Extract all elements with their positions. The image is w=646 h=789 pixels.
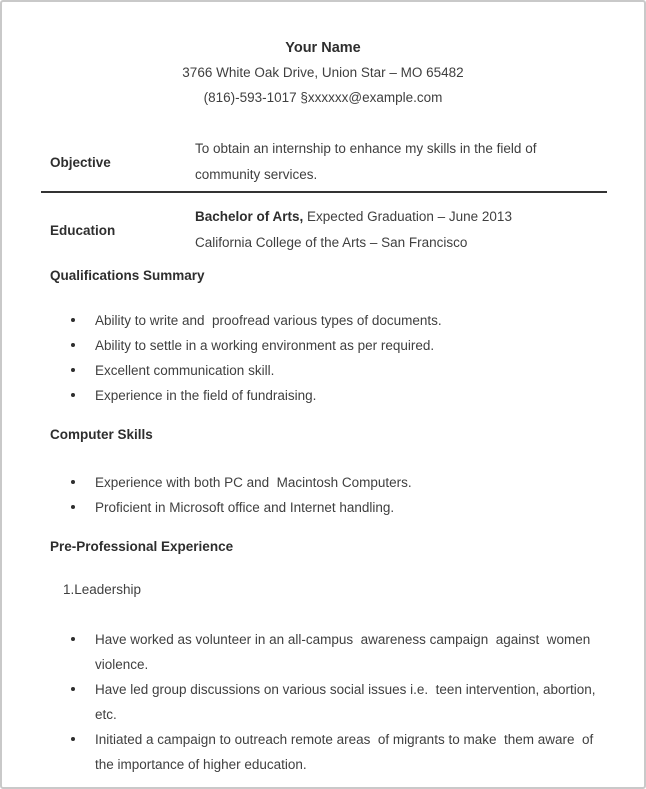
qualifications-list [50,308,644,408]
computer-skills-list [50,470,644,520]
bullet-icon [71,505,75,509]
objective-text: To obtain an internship to enhance my skills in the field of community services. [195,141,537,182]
objective-label: Objective [50,154,111,170]
list-item-text: Initiated a campaign to outreach remote areas of migrants to make them aware of the importance of higher education. [95,732,598,772]
education-degree-line [195,204,512,230]
bullet-icon [71,480,75,484]
list-item [50,470,615,495]
education-label: Education [50,222,116,238]
list-item [50,627,615,677]
pre-professional-heading: Pre-Professional Experience [50,539,234,554]
list-item-text: Have worked as volunteer in an all-campus awareness campaign against women violence. [95,632,595,672]
list-item-text: Experience with both PC and Macintosh Computers. [95,475,412,490]
list-item [50,358,615,383]
bullet-icon [71,637,75,641]
pre-professional-list [50,627,644,777]
person-name: Your Name [285,40,361,56]
bullet-icon [71,393,75,397]
leadership-subheading: 1.Leadership [63,582,142,597]
bullet-icon [71,368,75,372]
list-item-text: Proficient in Microsoft office and Internet handling. [95,500,395,515]
resume-header [2,40,644,106]
bullet-icon [71,343,75,347]
education-content [195,204,512,256]
computer-skills-heading: Computer Skills [50,427,153,442]
section-divider [41,191,607,193]
list-item-text: Ability to settle in a working environment as per required. [95,338,435,353]
list-item [50,333,615,358]
list-item [50,383,615,408]
qualifications-heading: Qualifications Summary [50,268,205,283]
bullet-icon [71,687,75,691]
list-item [50,308,615,333]
bullet-icon [71,318,75,322]
list-item-text: Experience in the field of fundraising. [95,388,317,403]
objective-row [50,136,644,188]
education-row [50,204,644,256]
list-item [50,495,615,520]
list-item-text: Have led group discussions on various social issues i.e. teen intervention, abortion, etc. [95,682,600,722]
list-item [50,677,615,727]
address-line: 3766 White Oak Drive, Union Star – MO 65482 [182,65,464,80]
degree-name: Bachelor of Arts, [195,209,304,224]
list-item-text: Ability to write and proofread various types of documents. [95,313,442,328]
bullet-icon [71,737,75,741]
degree-detail: Expected Graduation – June 2013 [307,209,512,224]
list-item [50,727,615,777]
contact-line: (816)-593-1017 §xxxxxx@example.com [203,90,443,105]
list-item-text: Excellent communication skill. [95,363,275,378]
education-school-line: California College of the Arts – San Francisco [195,235,468,250]
